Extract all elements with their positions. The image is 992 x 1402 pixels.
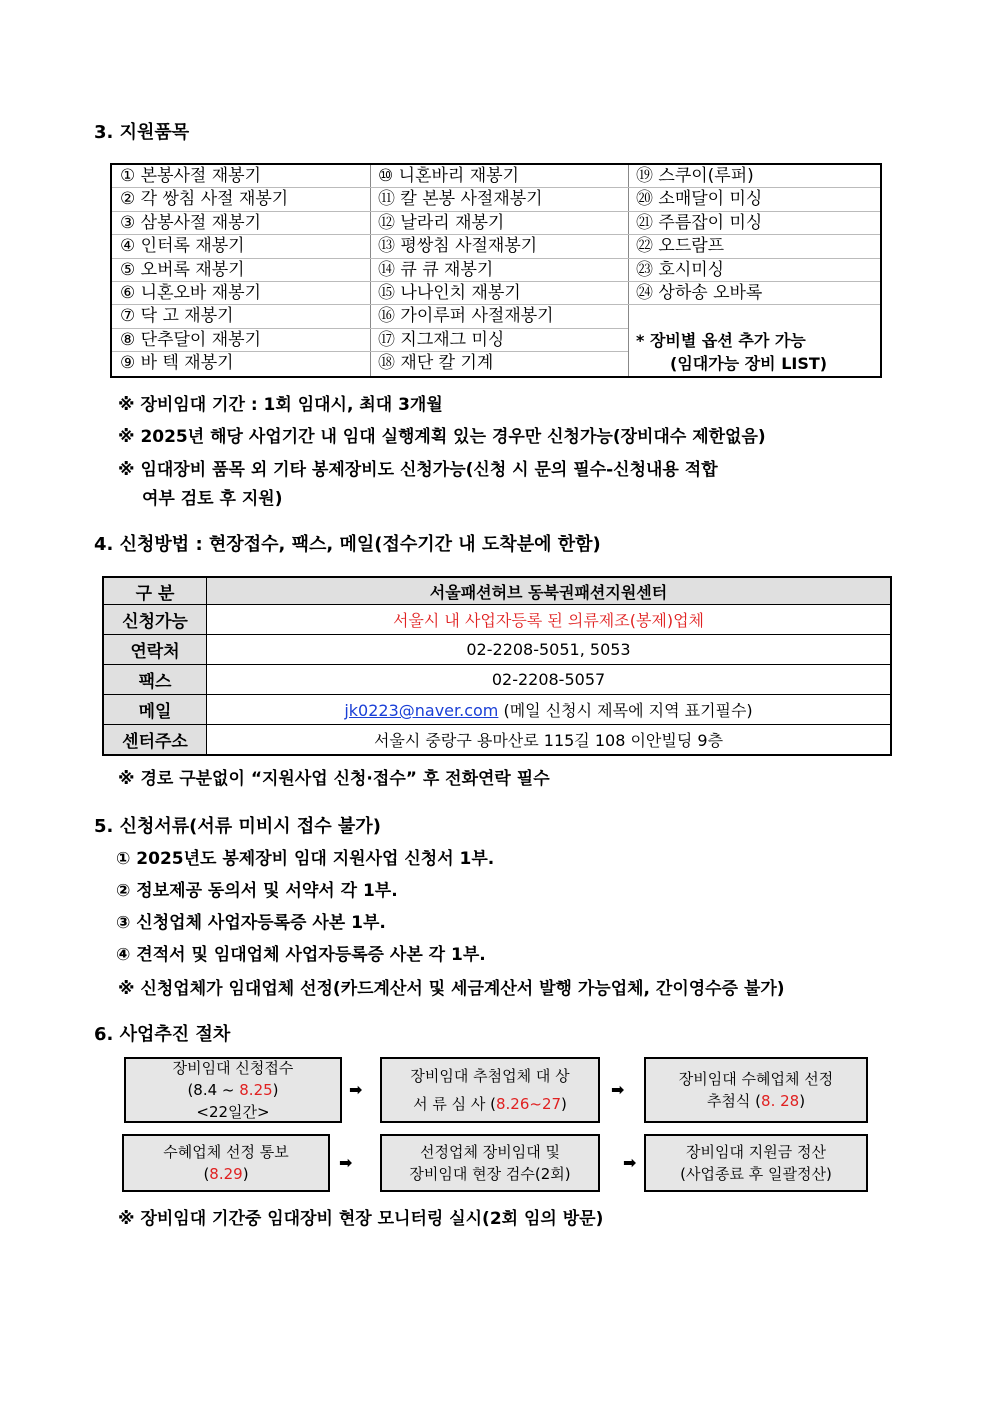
equipment-item: ㉒ 오드람프 (628, 235, 880, 258)
step-inspection-line2: 장비임대 현장 검수(2회) (409, 1165, 571, 1183)
step-notification (122, 1134, 330, 1192)
row-value-address: 서울시 중랑구 용마산로 115길 108 이안빌딩 9층 (207, 725, 892, 756)
equipment-item: ⑳ 소매달이 미싱 (628, 188, 880, 211)
step-selection-line1: 장비임대 수혜업체 선정 (678, 1070, 834, 1088)
step-selection (644, 1057, 868, 1123)
email-link[interactable]: jk0223@naver.com (344, 701, 499, 720)
step-notification-line1: 수혜업체 선정 통보 (163, 1143, 289, 1161)
note-vendor-selection: ※ 신청업체가 임대업체 선정(카드계산서 및 세금계산서 발행 가능업체, 간이영수증 불가) (118, 979, 785, 999)
equipment-item: ④ 인터록 재봉기 (112, 235, 370, 258)
email-note: (메일 신청시 제목에 지역 표기필수) (498, 701, 753, 720)
equipment-item: ⑭ 큐 큐 재봉기 (370, 259, 628, 282)
step-settlement-line1: 장비임대 지원금 정산 (686, 1143, 826, 1161)
row-label-email: 메일 (103, 695, 207, 725)
step-review-line2: 서 류 심 사 (8.26~27) (413, 1095, 567, 1113)
equipment-item: ⑪ 칼 본봉 사절재봉기 (370, 188, 628, 211)
equipment-item: ② 각 쌍침 사절 재봉기 (112, 188, 370, 211)
row-label-phone: 연락처 (103, 635, 207, 665)
step-settlement-line2: (사업종료 후 일괄정산) (680, 1165, 832, 1183)
step-notification-line2: (8.29) (203, 1165, 249, 1183)
option-note-line1: * 장비별 옵션 추가 가능 (636, 331, 806, 350)
equipment-item: ⑤ 오버록 재봉기 (112, 259, 370, 282)
equipment-column-2 (370, 165, 629, 376)
step-inspection (380, 1134, 600, 1192)
equipment-item: ⑲ 스쿠이(루퍼) (628, 165, 880, 188)
header-label: 구 분 (103, 577, 207, 605)
equipment-item: ⑩ 니혼바리 재봉기 (370, 165, 628, 188)
equipment-item: ⑮ 나나인치 재봉기 (370, 282, 628, 305)
step-settlement (644, 1134, 868, 1192)
equipment-item: ㉔ 상하송 오바록 (628, 282, 880, 305)
step-document-review (380, 1057, 600, 1123)
step-application (124, 1057, 342, 1123)
doc-item-2: ② 정보제공 동의서 및 서약서 각 1부. (116, 881, 398, 901)
option-note-line2: (임대가능 장비 LIST) (670, 354, 828, 373)
row-value-eligibility: 서울시 내 사업자등록 된 의류제조(봉제)업체 (207, 605, 892, 635)
arrow-right-icon: ➡ (611, 1080, 625, 1099)
equipment-item: ① 본봉사절 재봉기 (112, 165, 370, 188)
row-value-phone: 02-2208-5051, 5053 (207, 635, 892, 665)
equipment-item: ㉑ 주름잡이 미싱 (628, 212, 880, 235)
note-plan-required: ※ 2025년 해당 사업기간 내 임대 실행계획 있는 경우만 신청가능(장비대수 제한없음) (118, 427, 766, 447)
equipment-column-1 (112, 165, 371, 376)
doc-item-4: ④ 견적서 및 임대업체 사업자등록증 사본 각 1부. (116, 945, 486, 965)
equipment-item: ⑦ 닥 고 재봉기 (112, 305, 370, 328)
equipment-item: ⑯ 가이루퍼 사절재봉기 (370, 305, 628, 328)
doc-item-1: ① 2025년도 봉제장비 임대 지원사업 신청서 1부. (116, 849, 495, 869)
equipment-item: ⑧ 단추달이 재봉기 (112, 329, 370, 352)
row-label-fax: 팩스 (103, 665, 207, 695)
step-application-line1: 장비임대 신청접수 (172, 1059, 294, 1077)
row-label-address: 센터주소 (103, 725, 207, 756)
header-value: 서울패션허브 동북권패션지원센터 (207, 577, 892, 605)
row-value-email (207, 695, 892, 725)
note-other-equipment-cont: 여부 검토 후 지원) (142, 489, 283, 509)
equipment-option-note (636, 329, 827, 375)
equipment-column-3 (628, 165, 880, 376)
section4-title: 4. 신청방법 : 현장접수, 팩스, 메일(접수기간 내 도착분에 한함) (94, 534, 601, 555)
equipment-item: ⑥ 니혼오바 재봉기 (112, 282, 370, 305)
equipment-item: ③ 삼봉사절 재봉기 (112, 212, 370, 235)
arrow-right-icon: ➡ (349, 1080, 363, 1099)
step-inspection-line1: 선정업체 장비임대 및 (420, 1143, 560, 1161)
equipment-item: ⑬ 평쌍침 사절재봉기 (370, 235, 628, 258)
equipment-item: ⑫ 날라리 재봉기 (370, 212, 628, 235)
doc-item-3: ③ 신청업체 사업자등록증 사본 1부. (116, 913, 386, 933)
section5-title: 5. 신청서류(서류 미비시 접수 불가) (94, 816, 381, 837)
section6-title: 6. 사업추진 절차 (94, 1024, 231, 1045)
section3-title: 3. 지원품목 (94, 122, 190, 143)
row-value-fax: 02-2208-5057 (207, 665, 892, 695)
equipment-table (110, 163, 882, 378)
equipment-item: ⑨ 바 텍 재봉기 (120, 353, 234, 374)
note-monitoring: ※ 장비임대 기간중 임대장비 현장 모니터링 실시(2회 임의 방문) (118, 1209, 604, 1229)
step-application-line3: <22일간> (196, 1103, 270, 1121)
arrow-right-icon: ➡ (623, 1153, 637, 1172)
note-other-equipment: ※ 임대장비 품목 외 기타 봉제장비도 신청가능(신청 시 문의 필수-신청내용 적합 (118, 460, 718, 480)
note-rental-period: ※ 장비임대 기간 : 1회 임대시, 최대 3개월 (118, 395, 443, 415)
row-label-eligibility: 신청가능 (103, 605, 207, 635)
note-phone-contact: ※ 경로 구분없이 “지원사업 신청·접수” 후 전화연락 필수 (118, 769, 550, 789)
step-review-line1: 장비임대 추첨업체 대 상 (410, 1067, 570, 1085)
contact-table (102, 576, 892, 756)
equipment-item: ⑱ 재단 칼 기계 (378, 353, 494, 374)
step-application-line2: (8.4 ~ 8.25) (187, 1081, 279, 1099)
equipment-item: ⑰ 지그재그 미싱 (370, 329, 628, 352)
step-selection-line2: 추첨식 (8. 28) (706, 1092, 806, 1110)
equipment-item: ㉓ 호시미싱 (628, 259, 880, 282)
arrow-right-icon: ➡ (339, 1153, 353, 1172)
